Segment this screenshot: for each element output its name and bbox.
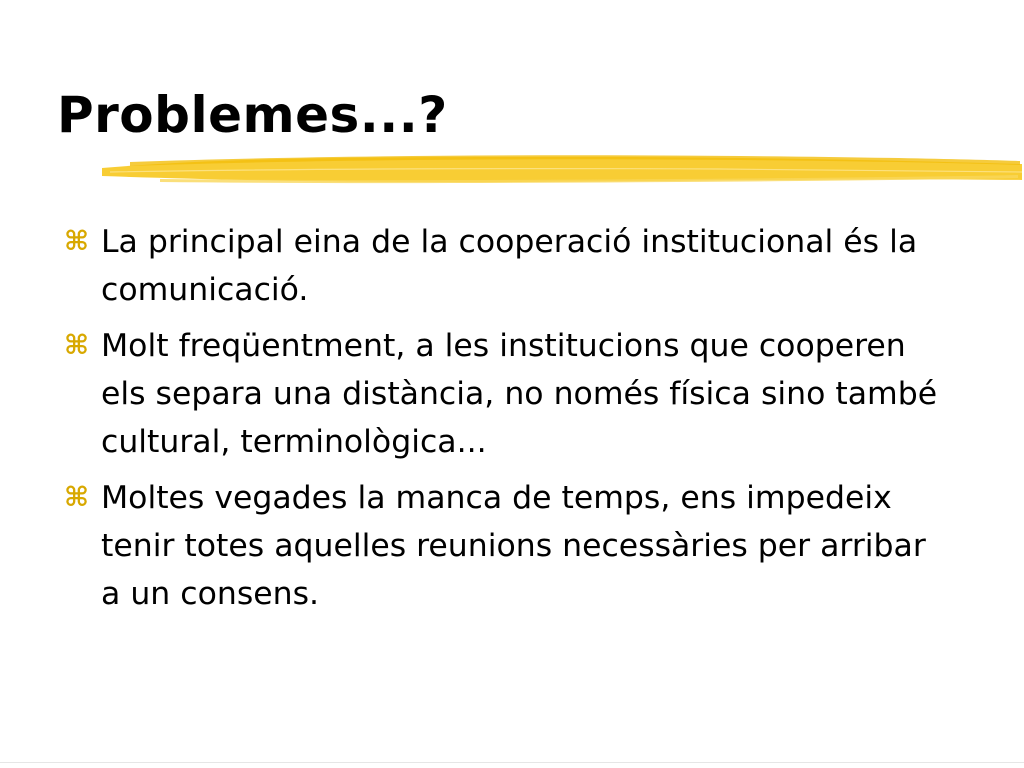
- place-of-interest-icon: ⌘: [64, 226, 90, 257]
- list-item: [64, 218, 944, 314]
- place-of-interest-icon: ⌘: [64, 330, 90, 361]
- bullet-list: [64, 218, 944, 626]
- bullet-text: Moltes vegades la manca de temps, ens impedeix tenir totes aquelles reunions necessàries per arribar a un consens.: [101, 480, 926, 612]
- list-item: [64, 474, 944, 618]
- bullet-text: Molt freqüentment, a les institucions que cooperen els separa una distància, no només física sino també cultural, terminològica...: [101, 328, 938, 460]
- slide-title: Problemes...?: [57, 86, 448, 144]
- divider: [0, 762, 1024, 763]
- list-item: [64, 322, 944, 466]
- highlighter-stroke: [100, 148, 1024, 188]
- bullet-text: La principal eina de la cooperació institucional és la comunicació.: [101, 224, 918, 308]
- place-of-interest-icon: ⌘: [64, 482, 90, 513]
